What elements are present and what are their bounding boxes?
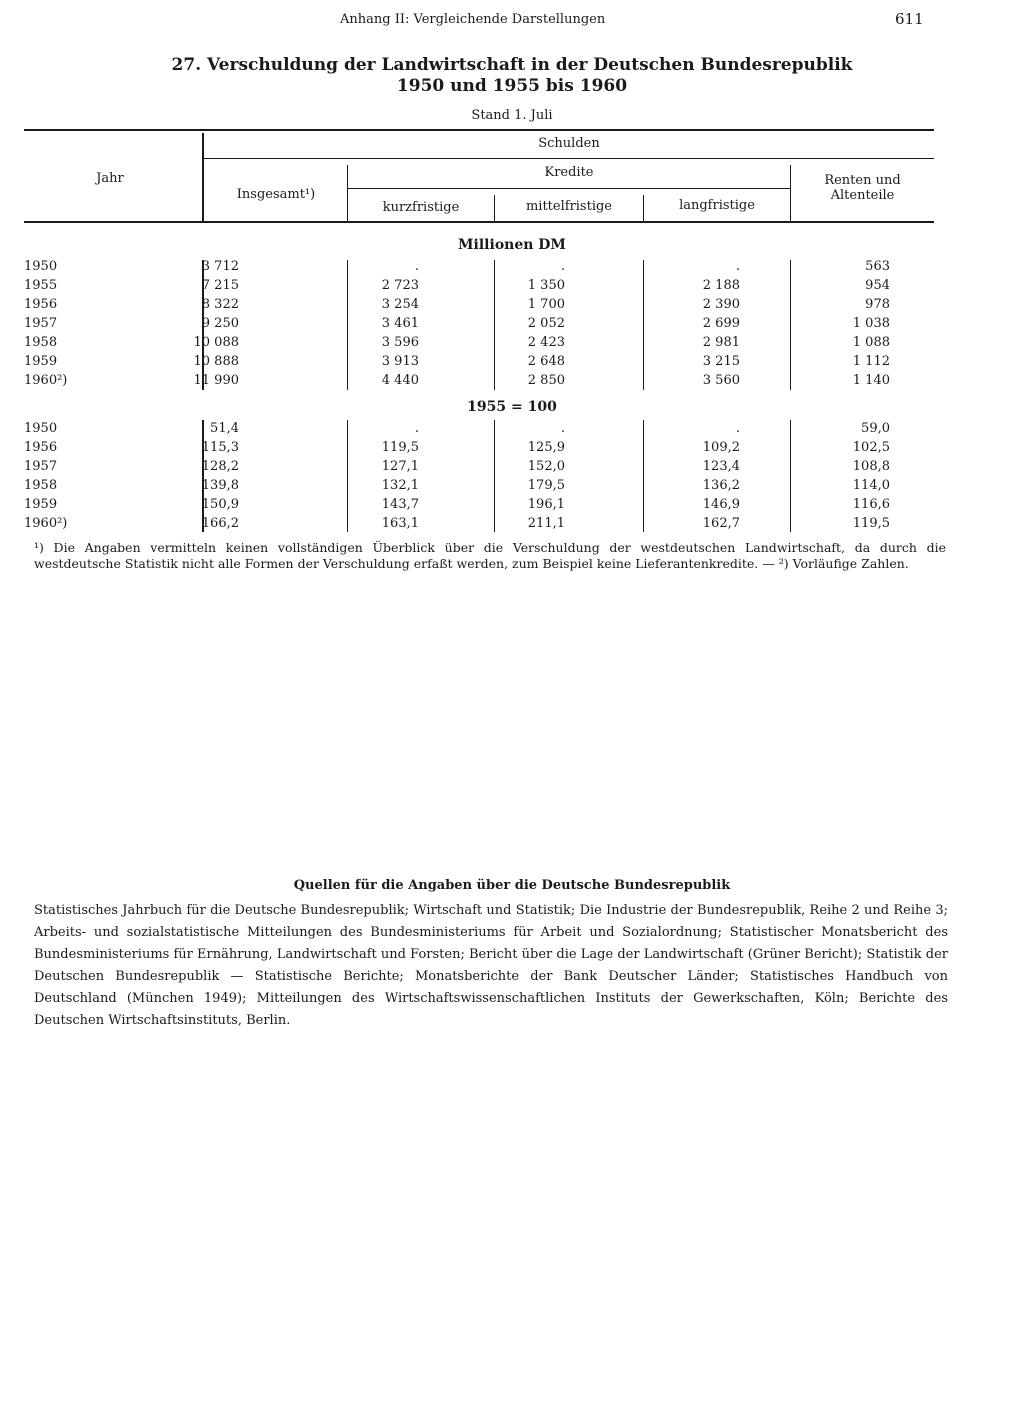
page-number: 611 (895, 10, 924, 28)
cell-renten: 108,8 (852, 459, 890, 474)
cell-jahr: 1956 (24, 297, 58, 312)
running-head: Anhang II: Vergleichende Darstellungen (340, 12, 606, 27)
cell-insgesamt: 150,9 (201, 497, 239, 512)
table-row (24, 257, 890, 276)
cell-mittel: 125,9 (527, 440, 565, 455)
header-insgesamt: Insgesamt¹) (236, 187, 316, 202)
sources-text: Statistisches Jahrbuch für die Deutsche Bundesrepublik; Wirtschaft und Statistik; Die Industrie der Bundesrepublik, Reihe 2 und Reihe 3; Arbeits- und sozialstatistische Mitteilungen des Bundesministeriums für Arbeit und Sozialordnung; Statistischer Monatsbericht des Bundesministeriums für Ernährung, Landwirtschaft und Forsten; Bericht über die Lage der Landwirtschaft (Grüner Bericht); Statistik der Deutschen Bundesrepublik — Statistische Berichte; Monatsberichte der Bank Deutscher Länder; Statistisches Handbuch von Deutschland (München 1949); Mitteilungen des Wirtschaftswissenschaftlichen Instituts der Gewerkschaften, Köln; Berichte des Deutschen Wirtschaftsinstituts, Berlin. (34, 903, 948, 1028)
cell-insgesamt: 3 712 (201, 259, 239, 274)
header-schulden: Schulden (538, 136, 600, 151)
cell-kurz: 3 596 (381, 335, 419, 350)
header-langfristige: langfristige (679, 198, 755, 213)
cell-insgesamt: 7 215 (201, 278, 239, 293)
cell-mittel: 179,5 (527, 478, 565, 493)
cell-jahr: 1959 (24, 497, 58, 512)
header-kredite: Kredite (544, 165, 594, 180)
cell-lang: 2 188 (702, 278, 740, 293)
footnote: ¹) Die Angaben vermitteln keinen vollständigen Überblick über die Verschuldung der westdeutschen Landwirtschaft, da durch die westdeutsche Statistik nicht alle Formen der Verschuldung erfaßt werden, zum Beispiel keine Lieferantenkredite. — ²) Vorläufige Zahlen. (34, 540, 946, 571)
table-title-years: 1950 und 1955 bis 1960 (396, 76, 628, 96)
table-subtitle: Stand 1. Juli (471, 108, 553, 123)
cell-lang: 162,7 (702, 516, 740, 531)
table-row (24, 276, 890, 295)
schulden-rule (204, 158, 934, 159)
cell-renten: 1 140 (852, 373, 890, 388)
cell-lang: 3 560 (702, 373, 740, 388)
cell-insgesamt: 9 250 (201, 316, 239, 331)
cell-jahr: 1950 (24, 421, 58, 436)
cell-jahr: 1955 (24, 278, 58, 293)
cell-kurz: 3 461 (381, 316, 419, 331)
cell-mittel: 1 350 (527, 278, 565, 293)
cell-lang: . (735, 259, 740, 274)
cell-jahr: 1950 (24, 259, 58, 274)
section-heading-millionen: Millionen DM (458, 237, 566, 253)
cell-renten: 954 (865, 278, 890, 293)
table-row (24, 476, 890, 495)
cell-renten: 1 038 (852, 316, 890, 331)
cell-mittel: . (560, 421, 565, 436)
cell-lang: 2 699 (702, 316, 740, 331)
header-renten: Renten und (824, 173, 901, 188)
table-section-index (24, 419, 890, 533)
cell-kurz: 127,1 (381, 459, 419, 474)
cell-renten: 563 (865, 259, 890, 274)
cell-renten: 1 112 (852, 354, 890, 369)
cell-kurz: . (414, 421, 419, 436)
cell-lang: . (735, 421, 740, 436)
table-row (24, 333, 890, 352)
cell-jahr: 1959 (24, 354, 58, 369)
cell-lang: 3 215 (702, 354, 740, 369)
cell-insgesamt: 11 990 (193, 373, 239, 388)
cell-insgesamt: 8 322 (201, 297, 239, 312)
cell-jahr: 1958 (24, 478, 58, 493)
table-section-millionen (24, 257, 890, 390)
cell-kurz: 119,5 (381, 440, 419, 455)
cell-insgesamt: 51,4 (210, 421, 239, 436)
table-row (24, 419, 890, 438)
table-row (24, 295, 890, 314)
cell-kurz: . (414, 259, 419, 274)
table-row (24, 457, 890, 476)
table-row (24, 371, 890, 390)
cell-renten: 1 088 (852, 335, 890, 350)
cell-mittel: 2 850 (527, 373, 565, 388)
header-bottom-rule (24, 221, 934, 223)
header-mittelfristige: mittelfristige (525, 199, 613, 214)
cell-lang: 109,2 (702, 440, 740, 455)
cell-insgesamt: 10 888 (193, 354, 239, 369)
kredite-rule (348, 188, 790, 189)
cell-insgesamt: 166,2 (201, 516, 239, 531)
header-altenteile: Altenteile (830, 188, 895, 203)
table-row (24, 314, 890, 333)
cell-insgesamt: 115,3 (201, 440, 239, 455)
cell-mittel: 2 423 (527, 335, 565, 350)
cell-jahr: 1960²) (24, 516, 68, 531)
sources-title: Quellen für die Angaben über die Deutsche Bundesrepublik (293, 878, 731, 893)
cell-kurz: 163,1 (381, 516, 419, 531)
header-jahr: Jahr (96, 171, 124, 186)
cell-kurz: 3 913 (381, 354, 419, 369)
cell-lang: 2 390 (702, 297, 740, 312)
cell-kurz: 3 254 (381, 297, 419, 312)
cell-renten: 119,5 (852, 516, 890, 531)
cell-mittel: 152,0 (527, 459, 565, 474)
cell-renten: 116,6 (852, 497, 890, 512)
cell-renten: 102,5 (852, 440, 890, 455)
cell-mittel: 196,1 (527, 497, 565, 512)
table-top-rule (24, 129, 934, 131)
cell-jahr: 1956 (24, 440, 58, 455)
cell-lang: 146,9 (702, 497, 740, 512)
cell-insgesamt: 10 088 (193, 335, 239, 350)
table-row (24, 352, 890, 371)
cell-mittel: 211,1 (527, 516, 565, 531)
table-title: 27. Verschuldung der Landwirtschaft in der Deutschen Bundesrepublik (171, 55, 853, 75)
cell-renten: 978 (865, 297, 890, 312)
header-kurzfristige: kurzfristige (382, 200, 460, 215)
cell-lang: 123,4 (702, 459, 740, 474)
section-heading-index: 1955 = 100 (467, 399, 557, 415)
cell-jahr: 1958 (24, 335, 58, 350)
cell-mittel: . (560, 259, 565, 274)
cell-lang: 136,2 (702, 478, 740, 493)
cell-insgesamt: 139,8 (201, 478, 239, 493)
cell-insgesamt: 128,2 (201, 459, 239, 474)
cell-renten: 114,0 (852, 478, 890, 493)
cell-renten: 59,0 (861, 421, 890, 436)
cell-jahr: 1960²) (24, 373, 68, 388)
cell-lang: 2 981 (702, 335, 740, 350)
cell-jahr: 1957 (24, 316, 58, 331)
cell-mittel: 1 700 (527, 297, 565, 312)
cell-kurz: 143,7 (381, 497, 419, 512)
cell-kurz: 4 440 (381, 373, 419, 388)
table-row (24, 495, 890, 514)
table-row (24, 438, 890, 457)
table-row (24, 514, 890, 533)
cell-mittel: 2 648 (527, 354, 565, 369)
cell-kurz: 132,1 (381, 478, 419, 493)
cell-mittel: 2 052 (527, 316, 565, 331)
cell-jahr: 1957 (24, 459, 58, 474)
cell-kurz: 2 723 (381, 278, 419, 293)
